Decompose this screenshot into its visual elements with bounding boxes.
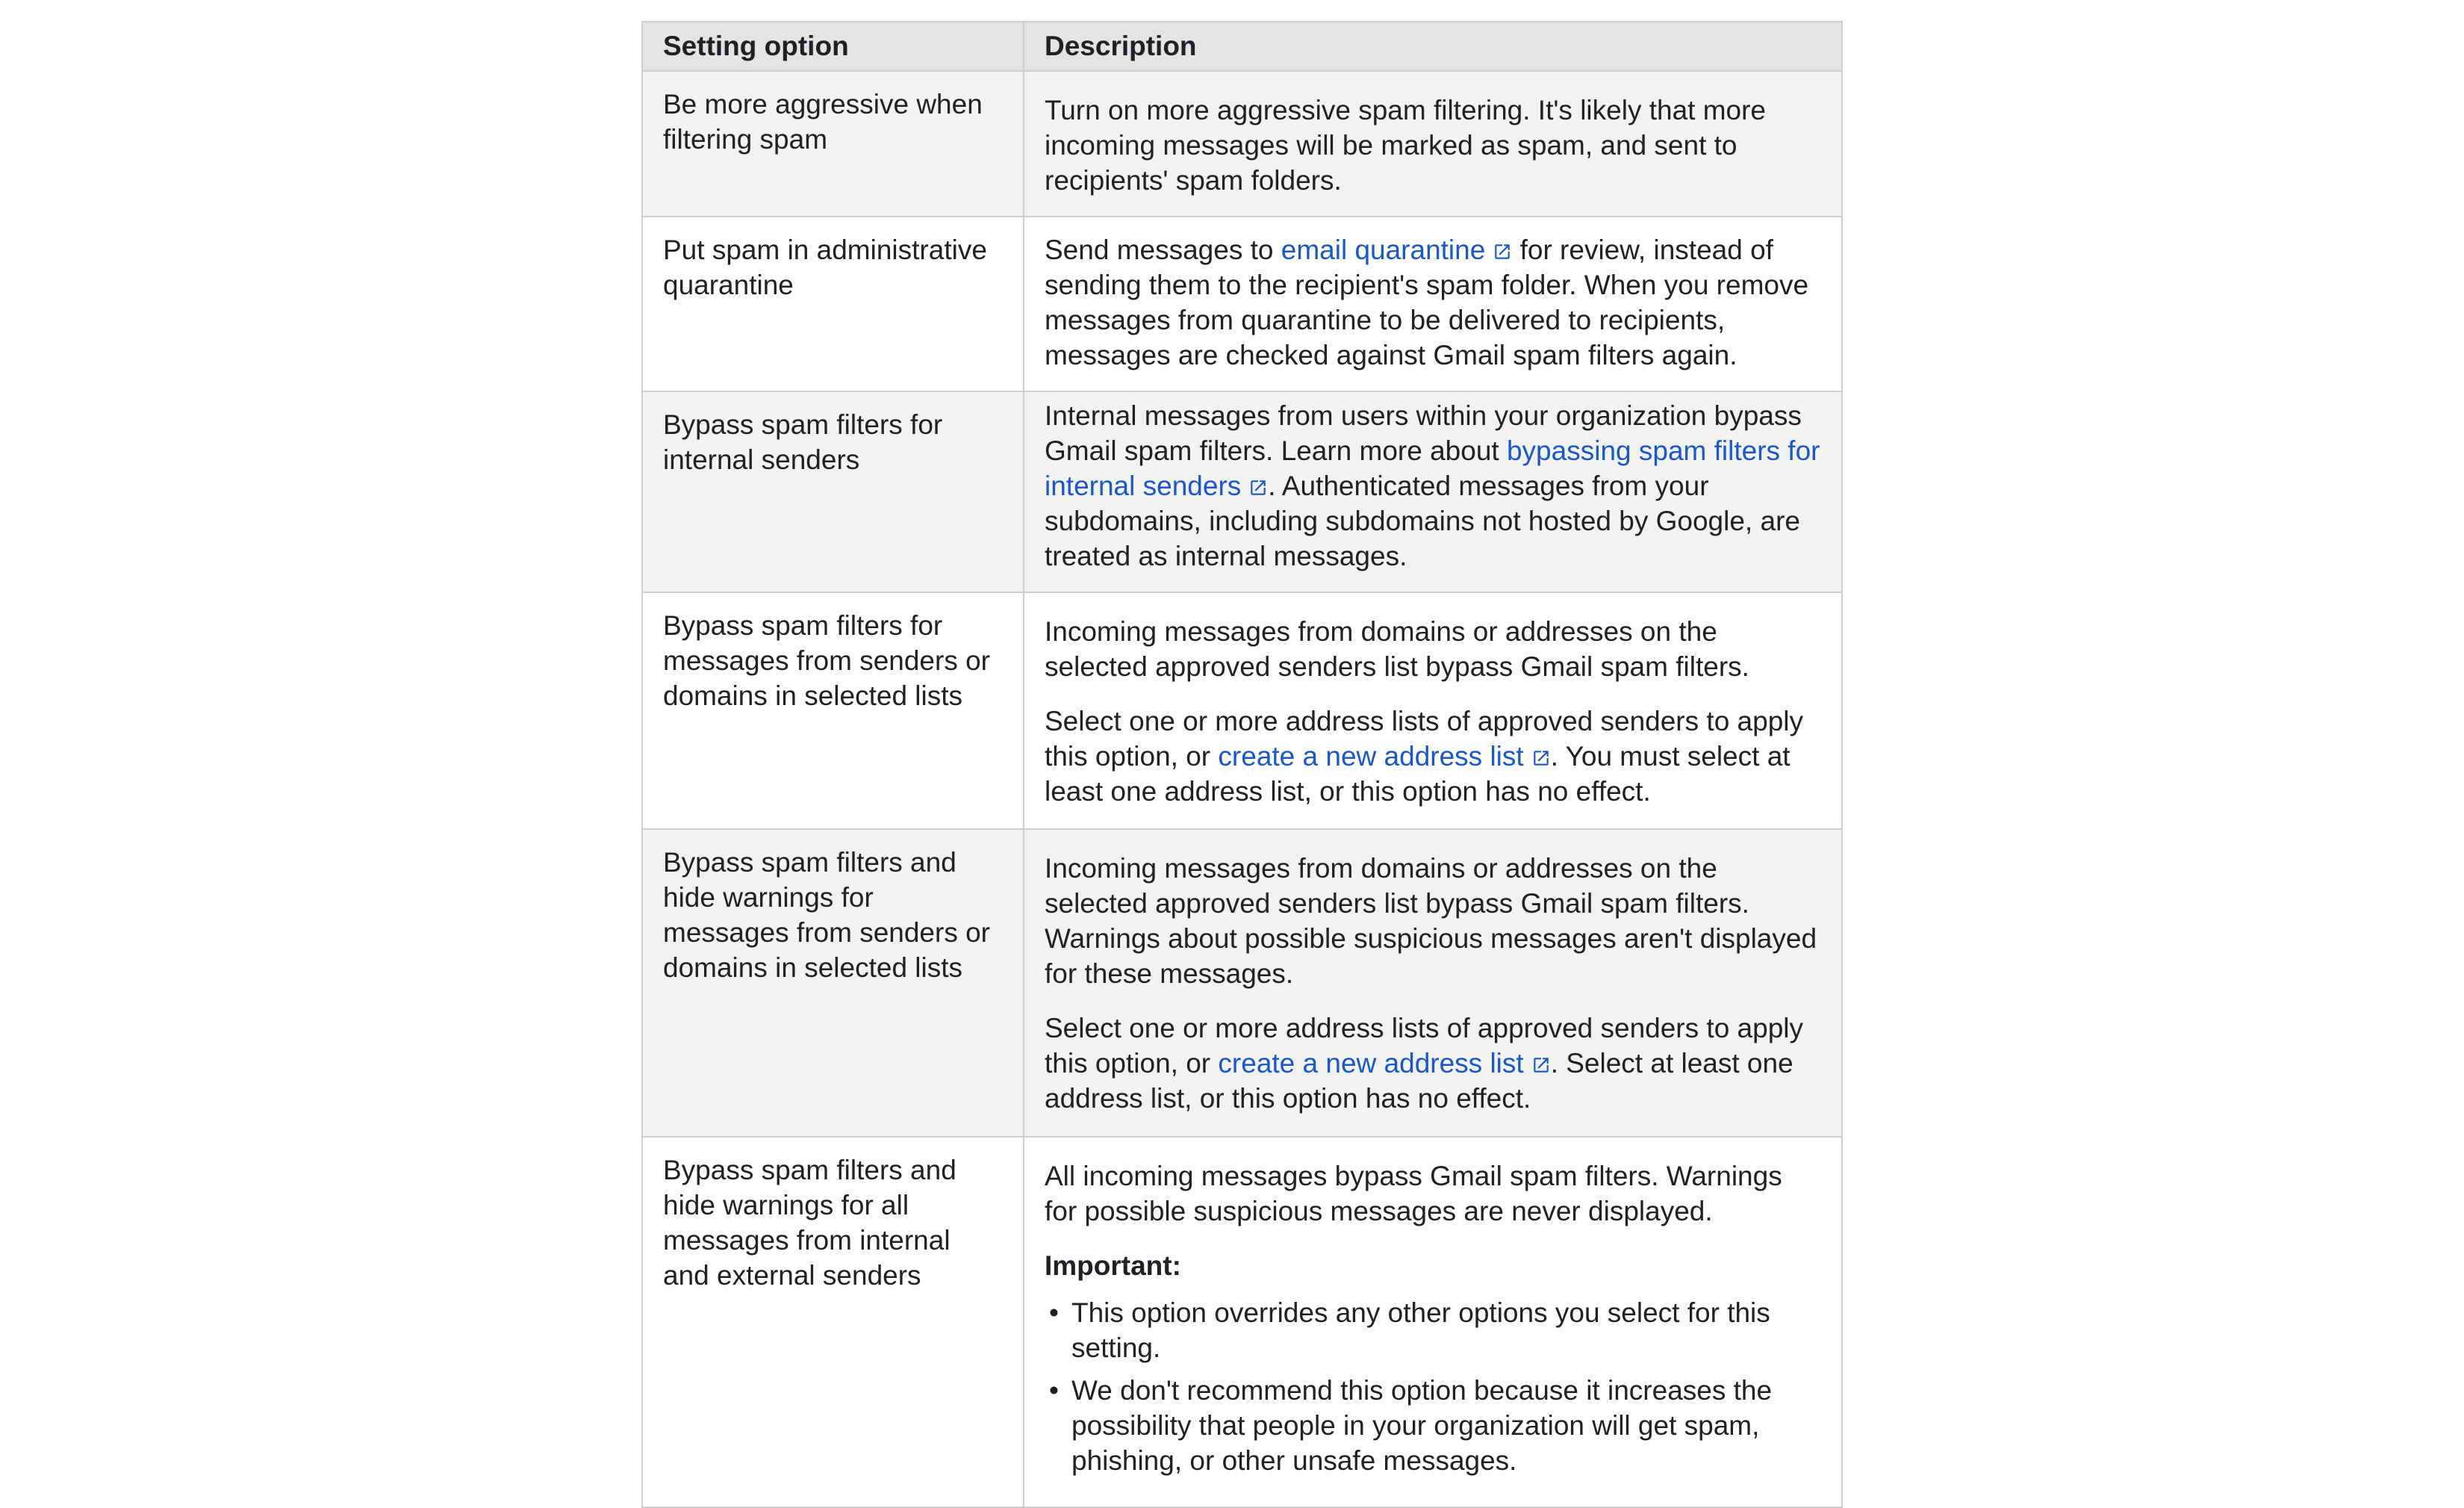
- description-cell: [1024, 829, 1842, 1137]
- description-text: All incoming messages bypass Gmail spam filters. Warnings for possible suspicious messages are never displayed.: [1045, 1161, 1782, 1226]
- table-row: [642, 1137, 1842, 1507]
- column-header-description: Description: [1024, 22, 1842, 71]
- description-cell: [1024, 592, 1842, 829]
- setting-option-cell: [642, 829, 1024, 1137]
- description-cell: [1024, 1137, 1842, 1507]
- description-paragraph: [1045, 704, 1821, 809]
- table-row: [642, 391, 1842, 592]
- description-text: . You must select at least one address list, or this option has no effect.: [1045, 741, 1791, 807]
- description-text: . Select at least one address list, or this option has no effect.: [1045, 1048, 1793, 1114]
- description-paragraph: [1045, 1011, 1821, 1116]
- external-link-icon[interactable]: [1531, 748, 1551, 768]
- setting-option-label: Bypass spam filters for messages from senders or domains in selected lists: [663, 610, 991, 711]
- setting-option-label: Put spam in administrative quarantine: [663, 235, 987, 300]
- table-row: [642, 217, 1842, 391]
- create-address-list-link[interactable]: [1218, 1048, 1550, 1079]
- description-text: Turn on more aggressive spam filtering. It's likely that more incoming messages will be marked as spam, and sent to recipients' spam folders.: [1045, 95, 1767, 196]
- description-text: for review, instead of sending them to the recipient's spam folder. When you remove messages from quarantine to be delivered to recipients, messages are checked against Gmail spam filters again.: [1045, 235, 1809, 370]
- description-text: Internal messages from users within your organization bypass Gmail spam filters. Learn more about: [1045, 400, 1802, 466]
- description-text: . Authenticated messages from your subdomains, including subdomains not hosted by Google, are treated as internal messages.: [1045, 471, 1800, 571]
- description-text: Select one or more address lists of approved senders to apply this option, or: [1045, 1013, 1804, 1079]
- setting-option-label: Bypass spam filters for internal senders: [663, 409, 943, 475]
- link-text[interactable]: email quarantine: [1281, 235, 1486, 265]
- email-quarantine-link[interactable]: [1281, 235, 1513, 265]
- link-text[interactable]: bypassing spam filters for internal senders: [1045, 435, 1820, 501]
- description-paragraph: [1045, 232, 1821, 373]
- column-header-setting-option: Setting option: [642, 22, 1024, 71]
- important-label: Important:: [1045, 1250, 1181, 1281]
- list-item: • We don't recommend this option because it increases the possibility that people in your organization will get spam, phishing, or other unsafe messages.: [1045, 1373, 1821, 1478]
- table-row: [642, 71, 1842, 217]
- setting-option-label: Bypass spam filters and hide warnings for messages from senders or domains in selected lists: [663, 847, 991, 983]
- setting-option-cell: [642, 71, 1024, 217]
- table-header-row: [642, 22, 1842, 71]
- setting-option-cell: [642, 1137, 1024, 1507]
- spam-settings-table: [641, 21, 1843, 1508]
- external-link-icon[interactable]: [1248, 478, 1268, 497]
- description-cell: [1024, 391, 1842, 592]
- setting-option-cell: [642, 217, 1024, 391]
- setting-option-label: Be more aggressive when filtering spam: [663, 89, 983, 155]
- table-row: [642, 592, 1842, 829]
- important-bullet-list: [1045, 1295, 1821, 1478]
- description-cell: [1024, 71, 1842, 217]
- description-text: Incoming messages from domains or addresses on the selected approved senders list bypass Gmail spam filters. Warnings about possible suspicious messages aren't displayed for these messages.: [1045, 853, 1817, 989]
- description-cell: [1024, 217, 1842, 391]
- setting-option-label: Bypass spam filters and hide warnings for all messages from internal and external senders: [663, 1155, 956, 1291]
- create-address-list-link[interactable]: [1218, 741, 1550, 772]
- setting-option-cell: [642, 592, 1024, 829]
- description-text: Select one or more address lists of approved senders to apply this option, or: [1045, 706, 1804, 772]
- link-text[interactable]: create a new address list: [1218, 1048, 1524, 1079]
- description-paragraph: [1045, 398, 1821, 574]
- description-text: Send messages to: [1045, 235, 1274, 265]
- external-link-icon[interactable]: [1531, 1055, 1551, 1075]
- description-text: Incoming messages from domains or addresses on the selected approved senders list bypass Gmail spam filters.: [1045, 616, 1749, 682]
- link-text[interactable]: create a new address list: [1218, 741, 1524, 772]
- setting-option-cell: [642, 391, 1024, 592]
- list-item: • This option overrides any other options you select for this setting.: [1045, 1295, 1821, 1365]
- external-link-icon[interactable]: [1493, 242, 1512, 261]
- table-row: [642, 829, 1842, 1137]
